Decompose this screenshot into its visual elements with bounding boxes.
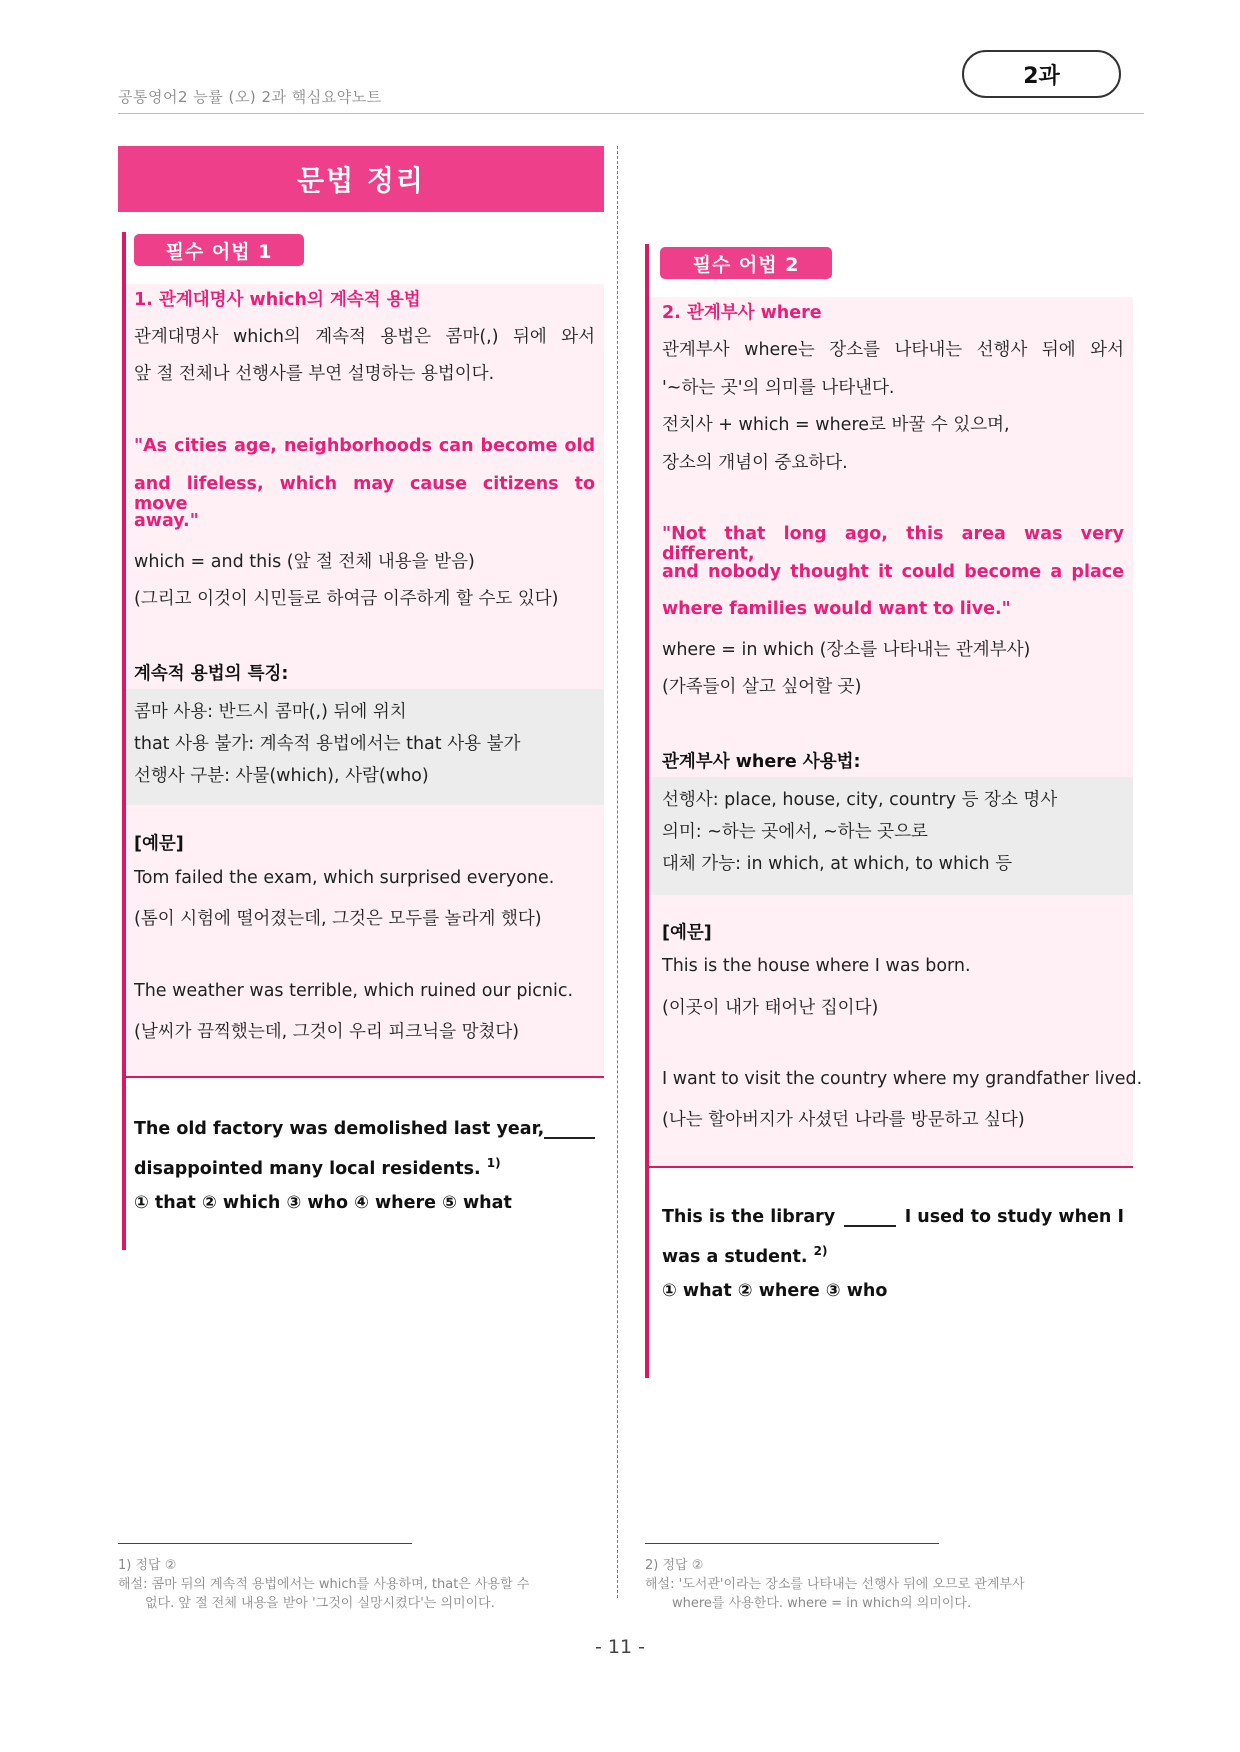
grammar-1-intro-line: 관계대명사 which의 계속적 용법은 콤마(,) 뒤에 와서: [134, 327, 595, 347]
grammar-1-pill: 필수 어법 1: [134, 234, 304, 266]
question-2-text: [662, 1207, 1124, 1227]
footnote-1-explanation: 없다. 앞 절 전체 내용을 받아 '그것이 실망시켰다'는 의미이다.: [145, 1596, 495, 1611]
grammar-1-example-line: (톰이 시험에 떨어졌는데, 그것은 모두를 놀라게 했다): [134, 909, 542, 929]
grammar-1-heading: 1. 관계대명사 which의 계속적 용법: [134, 290, 421, 310]
grammar-1-gloss-line: (그리고 이것이 시민들로 하여금 이주하게 할 수도 있다): [134, 589, 559, 609]
grammar-2-gloss-line: where = in which (장소를 나타내는 관계부사): [662, 640, 1031, 660]
grammar-2-usage-item: 선행사: place, house, city, country 등 장소 명사: [662, 790, 1058, 810]
footnote-ref: 1): [486, 1156, 501, 1170]
answer-blank: [544, 1119, 595, 1139]
grammar-2-gloss-line: (가족들이 살고 싶어할 곳): [662, 677, 862, 697]
footnote-1-explanation: 해설: 콤마 뒤의 계속적 용법에서는 which를 사용하며, that은 사용할 수: [118, 1577, 530, 1592]
grammar-1-quote-line: and lifeless, which may cause citizens to move: [134, 474, 595, 514]
question-1-text-cont: [134, 1156, 501, 1179]
grammar-1-feature-item: 콤마 사용: 반드시 콤마(,) 뒤에 위치: [134, 702, 407, 722]
grammar-1-quote-line: away.": [134, 511, 199, 531]
grammar-1-example-line: (날씨가 끔찍했는데, 그것이 우리 피크닉을 망쳤다): [134, 1022, 520, 1042]
grammar-2-usage-item: 대체 가능: in which, at which, to which 등: [662, 854, 1013, 874]
grammar-2-intro-line: 전치사 + which = where로 바꿀 수 있으며,: [662, 415, 1010, 435]
grammar-2-heading: 2. 관계부사 where: [662, 303, 822, 323]
question-2-text-part: I used to study when I: [904, 1207, 1124, 1227]
section-banner: 문법 정리: [118, 146, 604, 212]
question-2-text-cont: [662, 1244, 827, 1267]
grammar-2-example-line: (이곳이 내가 태어난 집이다): [662, 998, 879, 1018]
grammar-1-gloss-line: which = and this (앞 절 전체 내용을 받음): [134, 552, 475, 572]
footnote-2-explanation: where를 사용한다. where = in which의 의미이다.: [672, 1596, 972, 1611]
grammar-1-feature-item: that 사용 불가: 계속적 용법에서는 that 사용 불가: [134, 734, 521, 754]
footnote-ref: 2): [813, 1244, 828, 1258]
page-number: - 11 -: [595, 1636, 645, 1658]
lesson-badge: 2과: [962, 50, 1121, 98]
grammar-2-intro-line: '~하는 곳'의 의미를 나타낸다.: [662, 378, 895, 398]
grammar-2-intro-line: 장소의 개념이 중요하다.: [662, 453, 848, 473]
grammar-2-example-title: [예문]: [662, 923, 712, 943]
footnote-2-explanation: 해설: '도서관'이라는 장소를 나타내는 선행사 뒤에 오므로 관계부사: [645, 1577, 1025, 1592]
grammar-2-intro-line: 관계부사 where는 장소를 나타내는 선행사 뒤에 와서: [662, 340, 1124, 360]
question-1-text-part: disappointed many local residents.: [134, 1158, 481, 1179]
grammar-2-pill: 필수 어법 2: [660, 247, 832, 279]
grammar-1-quote-line: "As cities age, neighborhoods can become old: [134, 436, 595, 456]
grammar-1-intro-line: 앞 절 전체나 선행사를 부연 설명하는 용법이다.: [134, 364, 495, 384]
question-2-text-part: was a student.: [662, 1246, 808, 1267]
grammar-2-example-line: (나는 할아버지가 사셨던 나라를 방문하고 싶다): [662, 1110, 1025, 1130]
grammar-2-quote-line: where families would want to live.": [662, 599, 1011, 619]
grammar-1-rule: [126, 1076, 604, 1078]
footnote-divider: [118, 1543, 412, 1544]
column-divider: [617, 146, 618, 1598]
grammar-2-usage-title: 관계부사 where 사용법:: [662, 752, 861, 772]
footnote-divider: [645, 1543, 939, 1544]
grammar-2-quote-line: "Not that long ago, this area was very different,: [662, 524, 1124, 564]
grammar-1-example-title: [예문]: [134, 834, 184, 854]
question-1-text: [134, 1119, 595, 1139]
grammar-2-example-line: I want to visit the country where my grandfather lived.: [662, 1069, 1143, 1089]
grammar-2-rule: [649, 1166, 1133, 1168]
grammar-2-quote-line: and nobody thought it could become a place: [662, 562, 1124, 582]
grammar-2-example-line: This is the house where I was born.: [662, 956, 971, 976]
answer-blank: [844, 1207, 896, 1227]
document-header-title: 공통영어2 능률 (오) 2과 핵심요약노트: [118, 88, 382, 106]
grammar-1-feature-item: 선행사 구분: 사물(which), 사람(who): [134, 766, 429, 786]
footnote-2-answer: 2) 정답 ②: [645, 1558, 704, 1573]
footnote-1-answer: 1) 정답 ②: [118, 1558, 177, 1573]
grammar-1-features-title: 계속적 용법의 특징:: [134, 664, 289, 684]
question-1-options: ① that ② which ③ who ④ where ⑤ what: [134, 1193, 512, 1213]
header-divider: [118, 113, 1144, 114]
grammar-2-usage-item: 의미: ~하는 곳에서, ~하는 곳으로: [662, 822, 928, 842]
grammar-1-example-line: Tom failed the exam, which surprised everyone.: [134, 868, 555, 888]
grammar-1-example-line: The weather was terrible, which ruined our picnic.: [134, 981, 574, 1001]
question-2-options: ① what ② where ③ who: [662, 1281, 888, 1301]
question-2-text-part: This is the library: [662, 1207, 836, 1227]
question-1-text-part: The old factory was demolished last year,: [134, 1119, 545, 1139]
